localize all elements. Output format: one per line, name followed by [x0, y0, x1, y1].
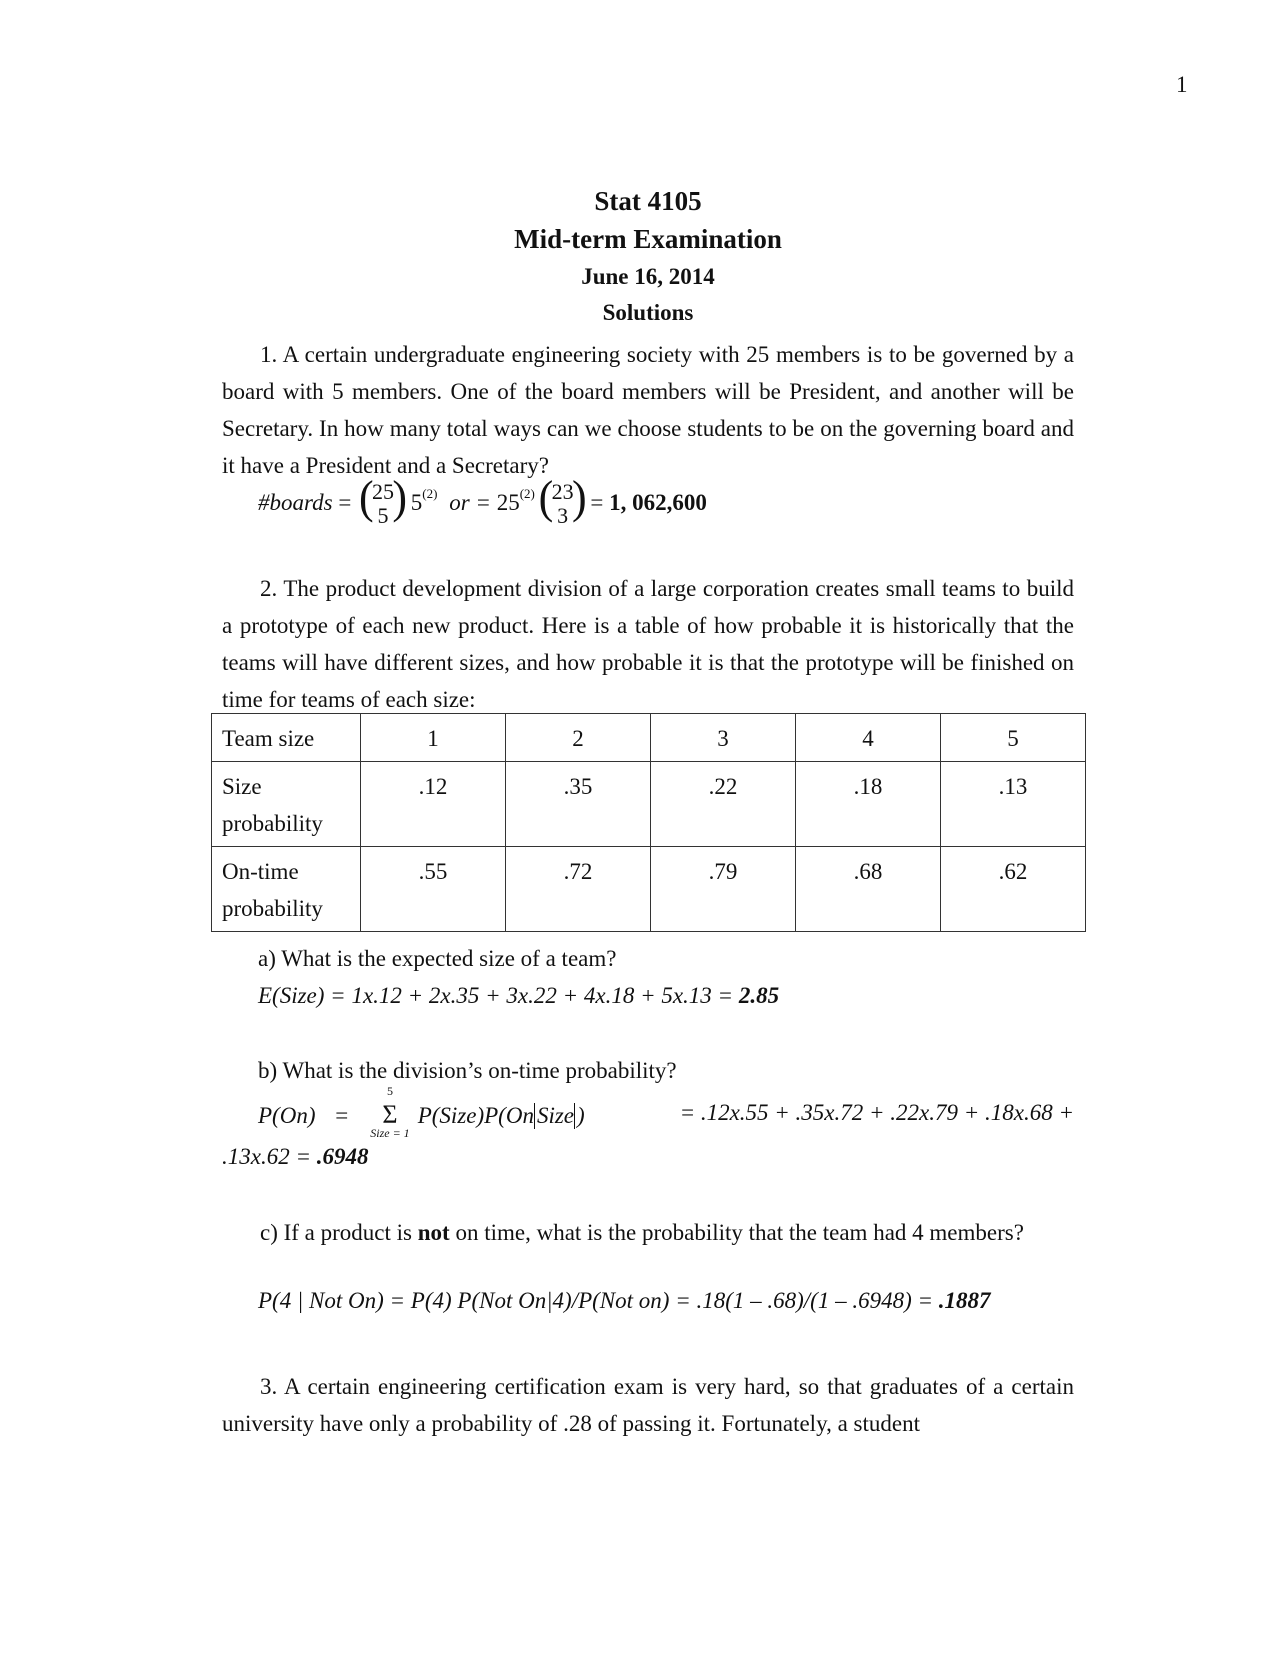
question-3 [222, 1368, 1074, 1442]
table-cell: .12 [361, 762, 506, 847]
sigma-upper: 5 [386, 1084, 393, 1098]
question-1-formula [258, 471, 707, 529]
page-number: 1 [1176, 72, 1188, 97]
table-cell: 3 [651, 714, 796, 762]
table-cell: .68 [796, 847, 941, 932]
part-c-question-bold: not [417, 1220, 450, 1245]
sigma-lower: Size = 1 [370, 1126, 410, 1140]
solutions-heading: Solutions [602, 300, 694, 325]
binom2-top: 23 [551, 479, 574, 504]
part-b-equals: = [335, 1103, 349, 1128]
table-cell: 2 [506, 714, 651, 762]
formula-sup2: (2) [519, 485, 535, 501]
binom1-bottom: 5 [377, 503, 389, 528]
part-b-term-close: ) [574, 1103, 585, 1129]
part-c-result: .1887 [938, 1288, 991, 1313]
table-row [212, 762, 1086, 847]
part-c-question [222, 1214, 1074, 1251]
row-label: Size probability [212, 762, 361, 847]
team-size-table [211, 713, 1086, 932]
table-cell: .72 [506, 847, 651, 932]
question-2-text: 2. The product development division of a large corporation creates small teams to build a prototype of each new product. Here is a table of how probable it is historically that the teams will have different sizes, and how probable it is that the prototype will be finished on time for teams of each size: [222, 576, 1074, 712]
table-cell: 1 [361, 714, 506, 762]
table-cell: .79 [651, 847, 796, 932]
exam-subtitle: Mid-term Examination [514, 224, 782, 254]
table-cell: .35 [506, 762, 651, 847]
part-b-answer [222, 1144, 368, 1170]
table-cell: 4 [796, 714, 941, 762]
part-b-question: b) What is the division’s on-time probability? [258, 1058, 677, 1083]
question-1 [222, 336, 1074, 484]
formula-equals-2: = [590, 489, 604, 515]
formula-lhs: #boards [258, 489, 333, 515]
formula-sup1: (2) [422, 485, 438, 501]
part-b-result: .6948 [316, 1144, 369, 1169]
question-2 [222, 570, 1074, 718]
exam-title: Stat 4105 [594, 186, 702, 216]
table-cell: .62 [941, 847, 1086, 932]
formula-base2: 25 [496, 489, 520, 515]
table-cell: .22 [651, 762, 796, 847]
binom2-bottom: 3 [557, 503, 569, 528]
question-1-text: 1. A certain undergraduate engineering society with 25 members is to be governed by a board with 5 members. One of the board members will be President, and another will be Secretary. In how many total ways can we choose students to be on the governing board and it have a President and a Secretary? [222, 342, 1074, 478]
part-a-result: 2.85 [738, 983, 780, 1008]
row-label: Team size [212, 714, 361, 762]
table-row [212, 714, 1086, 762]
table-cell: .55 [361, 847, 506, 932]
part-b-term: P(Size)P(On [417, 1103, 534, 1128]
part-b-formula [258, 1084, 1074, 1140]
part-c-question-pre: c) If a product is [260, 1220, 412, 1245]
question-3-text: 3. A certain engineering certification exam is very hard, so that graduates of a certain university have only a probability of .28 of passing it. Fortunately, a student [222, 1374, 1074, 1436]
formula-base1: 5 [410, 489, 423, 515]
formula-equals: = [338, 489, 352, 515]
part-b-term-cond: Size [534, 1103, 574, 1129]
formula-or: or = [449, 489, 491, 515]
part-c-question-post: on time, what is the probability that the team had 4 members? [455, 1220, 1024, 1245]
part-b-expression-1: = .12x.55 + .35x.72 + .22x.79 + .18x.68 + [679, 1100, 1074, 1125]
binomial-25-5: ( 25 5 ) [359, 471, 408, 528]
table-cell: .18 [796, 762, 941, 847]
question-1-answer: 1, 062,600 [609, 489, 707, 515]
binom1-top: 25 [372, 479, 395, 504]
table-cell: .13 [941, 762, 1086, 847]
sigma-icon: Σ [382, 1100, 398, 1129]
exam-date: June 16, 2014 [581, 264, 715, 289]
binomial-23-3: ( 23 3 ) [538, 471, 587, 528]
table-row [212, 847, 1086, 932]
part-c-answer [258, 1288, 991, 1314]
row-label: On-time probability [212, 847, 361, 932]
summation [368, 1084, 412, 1140]
part-b-lhs: P(On) [258, 1103, 316, 1128]
table-cell: 5 [941, 714, 1086, 762]
part-c-expression: P(4 | Not On) = P(4) P(Not On|4)/P(Not on) = .18(1 – .68)/(1 – .6948) = [258, 1288, 934, 1313]
part-a-expression: E(Size) = 1x.12 + 2x.35 + 3x.22 + 4x.18 + 5x.13 = [258, 983, 734, 1008]
part-a-question: a) What is the expected size of a team? [258, 946, 617, 971]
part-b-expression-2: .13x.62 = [222, 1144, 311, 1169]
part-a-answer [258, 983, 779, 1009]
